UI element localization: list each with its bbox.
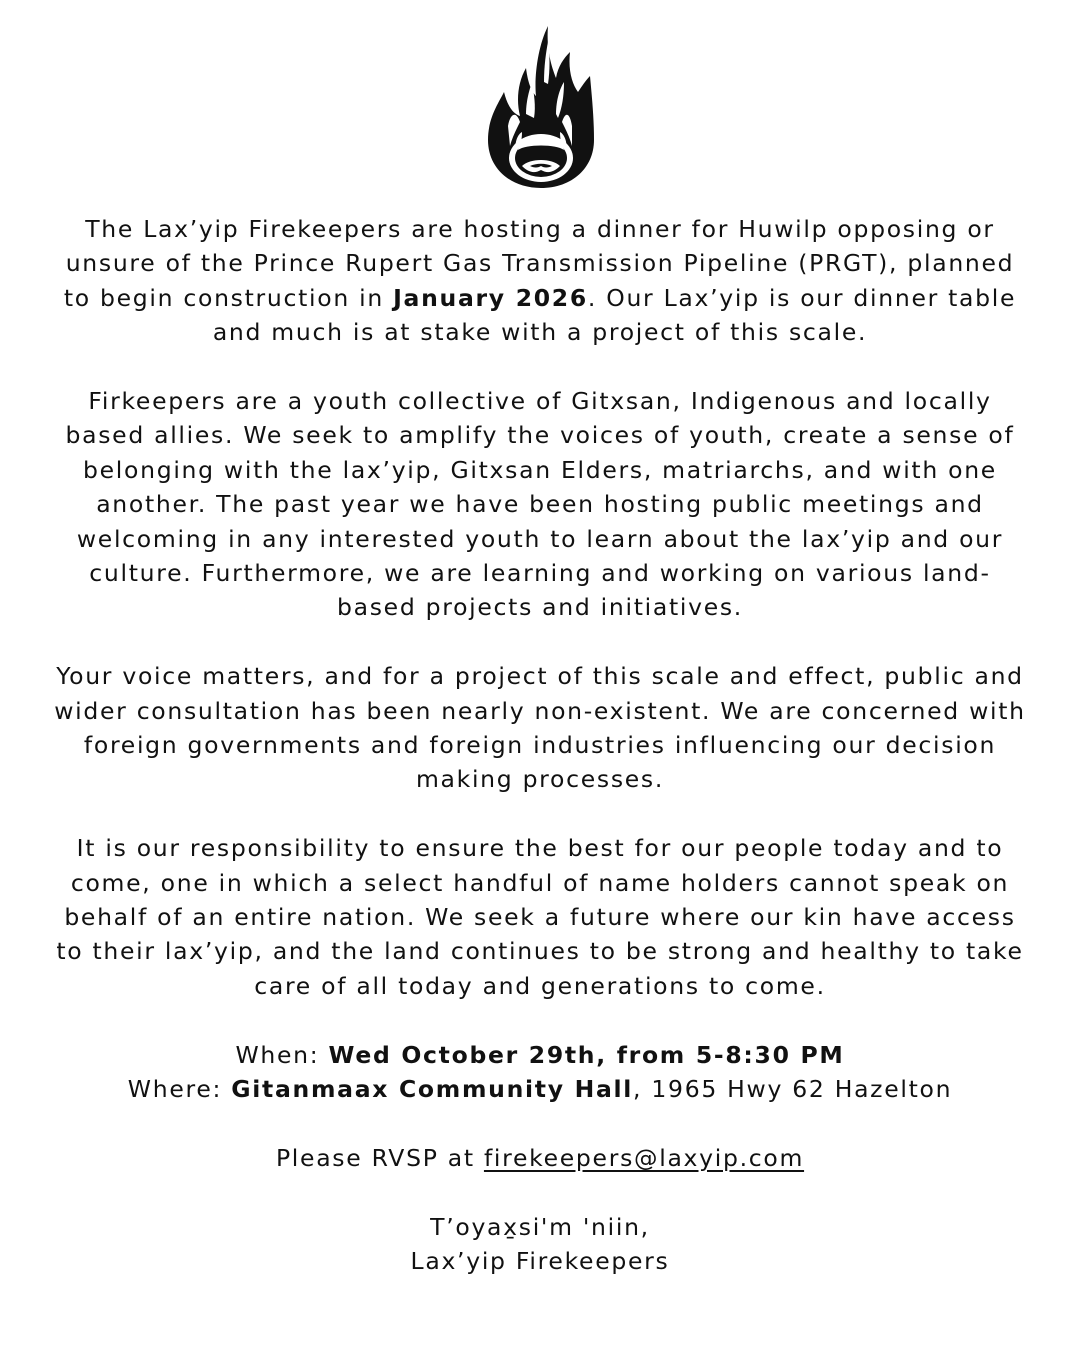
construction-date: January 2026 <box>393 283 588 312</box>
where-label: Where: <box>127 1075 232 1104</box>
responsibility-paragraph: It is our responsibility to ensure the best for our people today and to come, one in which a select handful of name holders cannot speak on behalf of an entire nation. We seek a future where our kin have access to their lax’yip, and the land continues to be strong and healthy to take care of all today and generations to come. <box>56 834 1024 1000</box>
where-address: , 1965 Hwy 62 Hazelton <box>633 1075 953 1104</box>
where-venue: Gitanmaax Community Hall <box>231 1075 634 1104</box>
rsvp-label: Please RVSP at <box>275 1143 484 1172</box>
when-value: Wed October 29th, from 5-8:30 PM <box>328 1040 845 1069</box>
signoff <box>50 1210 1030 1279</box>
event-details <box>50 1038 1030 1107</box>
firekeepers-flame-logo <box>486 22 596 190</box>
intro-text-start: The Lax’yip Firekeepers are hosting a dinner for Huwilp opposing or unsure of the Prince Rupert Gas Transmission Pipeline (PRGT), planned to begin construction in <box>63 215 1015 312</box>
event-where <box>50 1072 1030 1106</box>
about-paragraph: Firkeepers are a youth collective of Gitxsan, Indigenous and locally based allies. We seek to amplify the voices of youth, create a sense of belonging with the lax’yip, Gitxsan Elders, matriarchs, and with one another. The past year we have been hosting public meetings and welcoming in any interested youth to learn about the lax’yip and our culture. Furthermore, we are learning and working on various land-based projects and initiatives. <box>65 387 1015 622</box>
intro-paragraph <box>50 212 1030 350</box>
event-when <box>50 1038 1030 1072</box>
letter-body <box>50 212 1030 1279</box>
signoff-signature: Lax’yip Firekeepers <box>410 1247 670 1276</box>
intro-text-end: . Our Lax’yip is our dinner table and much is at stake with a project of this scale. <box>212 283 1017 347</box>
signoff-thanks: T’oyax̱si'm 'niin, <box>430 1212 650 1241</box>
rsvp-line <box>50 1141 1030 1175</box>
rsvp-email-link[interactable]: firekeepers@laxyip.com <box>483 1143 805 1172</box>
when-label: When: <box>235 1040 329 1069</box>
voice-paragraph: Your voice matters, and for a project of this scale and effect, public and wider consultation has been nearly non-existent. We are concerned with foreign governments and foreign industries influencing our decision making processes. <box>54 662 1026 794</box>
